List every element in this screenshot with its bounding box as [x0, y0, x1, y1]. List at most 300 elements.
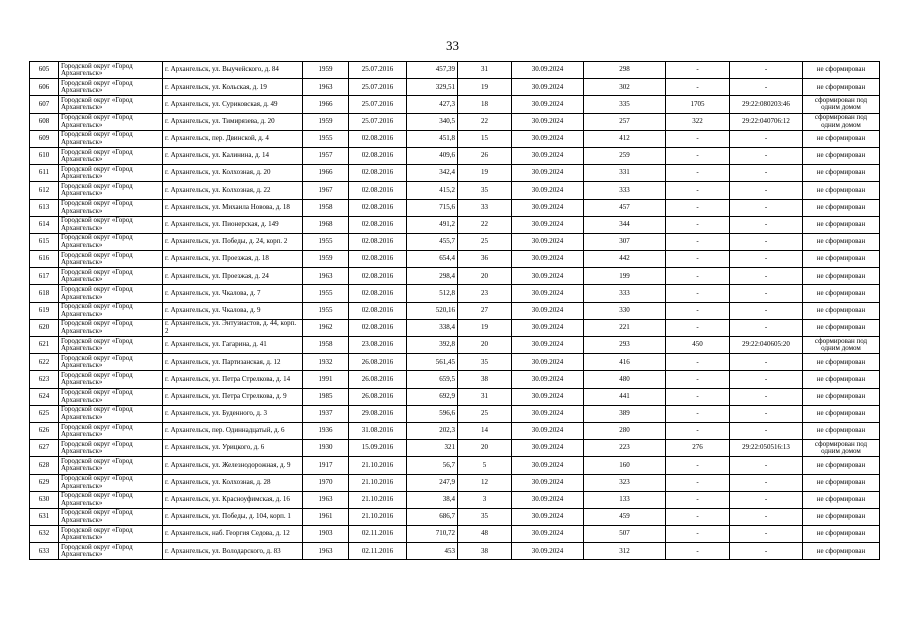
row-number-cell: 614	[30, 216, 59, 233]
table-row	[30, 388, 880, 405]
table-row	[30, 147, 880, 164]
recognition-date-cell: 26.08.2016	[349, 371, 407, 388]
area-cell: 659,5	[407, 371, 458, 388]
land-status-cell: не сформирован	[803, 251, 880, 268]
cadastral-number-cell: -	[730, 491, 803, 508]
municipality-cell: Городской округ «Город Архангельск»	[59, 96, 163, 113]
row-number-cell: 618	[30, 285, 59, 302]
deadline-cell: 30.09.2024	[512, 182, 584, 199]
land-status-cell: не сформирован	[803, 474, 880, 491]
cadastral-number-cell: 29:22:040706:12	[730, 113, 803, 130]
year-built-cell: 1955	[303, 233, 349, 250]
land-status-cell: не сформирован	[803, 388, 880, 405]
cost-cell: 389	[584, 405, 666, 422]
table-row	[30, 79, 880, 96]
cost-cell: 323	[584, 474, 666, 491]
land-area-cell: -	[666, 199, 730, 216]
cost-cell: 302	[584, 79, 666, 96]
land-status-cell: не сформирован	[803, 216, 880, 233]
cadastral-number-cell: -	[730, 199, 803, 216]
residents-cell: 27	[458, 302, 512, 319]
residents-cell: 36	[458, 251, 512, 268]
residents-cell: 3	[458, 491, 512, 508]
land-area-cell: -	[666, 422, 730, 439]
cadastral-number-cell: -	[730, 302, 803, 319]
deadline-cell: 30.09.2024	[512, 233, 584, 250]
row-number-cell: 617	[30, 268, 59, 285]
residents-cell: 26	[458, 147, 512, 164]
land-status-cell: сформирован под одним домом	[803, 113, 880, 130]
cadastral-number-cell: -	[730, 285, 803, 302]
deadline-cell: 30.09.2024	[512, 165, 584, 182]
residents-cell: 15	[458, 130, 512, 147]
deadline-cell: 30.09.2024	[512, 302, 584, 319]
land-status-cell: не сформирован	[803, 199, 880, 216]
deadline-cell: 30.09.2024	[512, 508, 584, 525]
address-cell: г. Архангельск, ул. Петра Стрелкова, д. 9	[163, 388, 303, 405]
year-built-cell: 1957	[303, 147, 349, 164]
area-cell: 491,2	[407, 216, 458, 233]
residents-cell: 12	[458, 474, 512, 491]
land-area-cell: -	[666, 130, 730, 147]
recognition-date-cell: 21.10.2016	[349, 491, 407, 508]
land-area-cell: -	[666, 491, 730, 508]
municipality-cell: Городской округ «Город Архангельск»	[59, 199, 163, 216]
table-row	[30, 113, 880, 130]
cadastral-number-cell: 29:22:040605:20	[730, 337, 803, 354]
year-built-cell: 1955	[303, 302, 349, 319]
table-row	[30, 543, 880, 560]
recognition-date-cell: 21.10.2016	[349, 508, 407, 525]
land-status-cell: не сформирован	[803, 130, 880, 147]
table-row	[30, 371, 880, 388]
address-cell: г. Архангельск, ул. Партизанская, д. 12	[163, 354, 303, 371]
municipality-cell: Городской округ «Город Архангельск»	[59, 474, 163, 491]
row-number-cell: 632	[30, 526, 59, 543]
deadline-cell: 30.09.2024	[512, 113, 584, 130]
residents-cell: 25	[458, 233, 512, 250]
address-cell: г. Архангельск, ул. Колхозная, д. 22	[163, 182, 303, 199]
land-status-cell: не сформирован	[803, 302, 880, 319]
address-cell: г. Архангельск, ул. Проезжая, д. 18	[163, 251, 303, 268]
land-area-cell: -	[666, 285, 730, 302]
area-cell: 715,6	[407, 199, 458, 216]
cadastral-number-cell: -	[730, 251, 803, 268]
address-cell: г. Архангельск, ул. Красноуфимская, д. 16	[163, 491, 303, 508]
year-built-cell: 1963	[303, 268, 349, 285]
area-cell: 340,5	[407, 113, 458, 130]
recognition-date-cell: 21.10.2016	[349, 457, 407, 474]
municipality-cell: Городской округ «Город Архангельск»	[59, 457, 163, 474]
area-cell: 338,4	[407, 319, 458, 336]
land-area-cell: 450	[666, 337, 730, 354]
cost-cell: 221	[584, 319, 666, 336]
municipality-cell: Городской округ «Город Архангельск»	[59, 79, 163, 96]
municipality-cell: Городской округ «Город Архангельск»	[59, 268, 163, 285]
deadline-cell: 30.09.2024	[512, 147, 584, 164]
deadline-cell: 30.09.2024	[512, 130, 584, 147]
deadline-cell: 30.09.2024	[512, 216, 584, 233]
residents-cell: 14	[458, 422, 512, 439]
row-number-cell: 619	[30, 302, 59, 319]
residents-cell: 48	[458, 526, 512, 543]
address-cell: г. Архангельск, ул. Гагарина, д. 41	[163, 337, 303, 354]
table-body	[30, 62, 880, 560]
municipality-cell: Городской округ «Город Архангельск»	[59, 182, 163, 199]
row-number-cell: 607	[30, 96, 59, 113]
cost-cell: 416	[584, 354, 666, 371]
recognition-date-cell: 26.08.2016	[349, 388, 407, 405]
row-number-cell: 612	[30, 182, 59, 199]
residents-cell: 35	[458, 354, 512, 371]
year-built-cell: 1958	[303, 199, 349, 216]
land-area-cell: -	[666, 526, 730, 543]
cost-cell: 298	[584, 62, 666, 79]
table-row	[30, 526, 880, 543]
municipality-cell: Городской округ «Город Архангельск»	[59, 543, 163, 560]
area-cell: 561,45	[407, 354, 458, 371]
residents-cell: 23	[458, 285, 512, 302]
recognition-date-cell: 02.08.2016	[349, 251, 407, 268]
row-number-cell: 626	[30, 422, 59, 439]
row-number-cell: 610	[30, 147, 59, 164]
year-built-cell: 1937	[303, 405, 349, 422]
residents-cell: 35	[458, 508, 512, 525]
residents-cell: 19	[458, 79, 512, 96]
cadastral-number-cell: -	[730, 508, 803, 525]
deadline-cell: 30.09.2024	[512, 79, 584, 96]
municipality-cell: Городской округ «Город Архангельск»	[59, 440, 163, 457]
cost-cell: 307	[584, 233, 666, 250]
recognition-date-cell: 23.08.2016	[349, 337, 407, 354]
address-cell: г. Архангельск, ул. Победы, д. 104, корп. 1	[163, 508, 303, 525]
cadastral-number-cell: -	[730, 319, 803, 336]
year-built-cell: 1962	[303, 319, 349, 336]
year-built-cell: 1991	[303, 371, 349, 388]
cost-cell: 412	[584, 130, 666, 147]
deadline-cell: 30.09.2024	[512, 354, 584, 371]
deadline-cell: 30.09.2024	[512, 388, 584, 405]
land-status-cell: не сформирован	[803, 268, 880, 285]
municipality-cell: Городской округ «Город Архангельск»	[59, 526, 163, 543]
municipality-cell: Городской округ «Город Архангельск»	[59, 216, 163, 233]
land-area-cell: -	[666, 233, 730, 250]
recognition-date-cell: 02.11.2016	[349, 526, 407, 543]
table-row	[30, 96, 880, 113]
recognition-date-cell: 02.08.2016	[349, 216, 407, 233]
area-cell: 692,9	[407, 388, 458, 405]
deadline-cell: 30.09.2024	[512, 422, 584, 439]
municipality-cell: Городской округ «Город Архангельск»	[59, 113, 163, 130]
cost-cell: 507	[584, 526, 666, 543]
address-cell: г. Архангельск, ул. Суриковская, д. 49	[163, 96, 303, 113]
address-cell: г. Архангельск, пер. Двинской, д. 4	[163, 130, 303, 147]
cadastral-number-cell: -	[730, 147, 803, 164]
table-row	[30, 405, 880, 422]
cadastral-number-cell: -	[730, 79, 803, 96]
residents-cell: 5	[458, 457, 512, 474]
table-row	[30, 62, 880, 79]
land-status-cell: не сформирован	[803, 491, 880, 508]
recognition-date-cell: 02.08.2016	[349, 268, 407, 285]
row-number-cell: 622	[30, 354, 59, 371]
recognition-date-cell: 02.08.2016	[349, 233, 407, 250]
cost-cell: 293	[584, 337, 666, 354]
land-area-cell: -	[666, 405, 730, 422]
deadline-cell: 30.09.2024	[512, 405, 584, 422]
land-status-cell: не сформирован	[803, 354, 880, 371]
row-number-cell: 616	[30, 251, 59, 268]
cost-cell: 441	[584, 388, 666, 405]
year-built-cell: 1930	[303, 440, 349, 457]
cadastral-number-cell: -	[730, 62, 803, 79]
land-area-cell: -	[666, 302, 730, 319]
land-area-cell: -	[666, 165, 730, 182]
address-cell: г. Архангельск, ул. Буденного, д. 3	[163, 405, 303, 422]
year-built-cell: 1968	[303, 216, 349, 233]
table-row	[30, 319, 880, 336]
address-cell: г. Архангельск, ул. Петра Стрелкова, д. 14	[163, 371, 303, 388]
row-number-cell: 620	[30, 319, 59, 336]
residents-cell: 25	[458, 405, 512, 422]
cost-cell: 160	[584, 457, 666, 474]
land-area-cell: -	[666, 182, 730, 199]
cost-cell: 457	[584, 199, 666, 216]
year-built-cell: 1985	[303, 388, 349, 405]
area-cell: 342,4	[407, 165, 458, 182]
address-cell: г. Архангельск, ул. Пионерская, д. 149	[163, 216, 303, 233]
deadline-cell: 30.09.2024	[512, 474, 584, 491]
municipality-cell: Городской округ «Город Архангельск»	[59, 319, 163, 336]
area-cell: 520,16	[407, 302, 458, 319]
area-cell: 427,3	[407, 96, 458, 113]
cadastral-number-cell: -	[730, 405, 803, 422]
land-area-cell: -	[666, 62, 730, 79]
cost-cell: 442	[584, 251, 666, 268]
cost-cell: 199	[584, 268, 666, 285]
residents-cell: 20	[458, 268, 512, 285]
land-status-cell: сформирован под одним домом	[803, 440, 880, 457]
land-area-cell: -	[666, 319, 730, 336]
recognition-date-cell: 31.08.2016	[349, 422, 407, 439]
municipality-cell: Городской округ «Город Архангельск»	[59, 491, 163, 508]
row-number-cell: 613	[30, 199, 59, 216]
cost-cell: 223	[584, 440, 666, 457]
land-status-cell: не сформирован	[803, 543, 880, 560]
row-number-cell: 630	[30, 491, 59, 508]
deadline-cell: 30.09.2024	[512, 371, 584, 388]
land-status-cell: не сформирован	[803, 422, 880, 439]
deadline-cell: 30.09.2024	[512, 440, 584, 457]
land-area-cell: 1705	[666, 96, 730, 113]
row-number-cell: 624	[30, 388, 59, 405]
recognition-date-cell: 25.07.2016	[349, 113, 407, 130]
area-cell: 329,51	[407, 79, 458, 96]
cadastral-number-cell: -	[730, 354, 803, 371]
municipality-cell: Городской округ «Город Архангельск»	[59, 302, 163, 319]
land-area-cell: -	[666, 543, 730, 560]
land-status-cell: не сформирован	[803, 182, 880, 199]
year-built-cell: 1955	[303, 130, 349, 147]
table-row	[30, 130, 880, 147]
deadline-cell: 30.09.2024	[512, 457, 584, 474]
row-number-cell: 631	[30, 508, 59, 525]
row-number-cell: 633	[30, 543, 59, 560]
land-area-cell: -	[666, 457, 730, 474]
address-cell: г. Архангельск, ул. Чкалова, д. 7	[163, 285, 303, 302]
cost-cell: 331	[584, 165, 666, 182]
cadastral-number-cell: 29:22:050516:13	[730, 440, 803, 457]
cadastral-number-cell: -	[730, 268, 803, 285]
deadline-cell: 30.09.2024	[512, 199, 584, 216]
cost-cell: 333	[584, 182, 666, 199]
address-cell: г. Архангельск, ул. Михаила Новова, д. 18	[163, 199, 303, 216]
table-row	[30, 233, 880, 250]
cost-cell: 344	[584, 216, 666, 233]
land-status-cell: не сформирован	[803, 285, 880, 302]
year-built-cell: 1966	[303, 165, 349, 182]
year-built-cell: 1917	[303, 457, 349, 474]
municipality-cell: Городской округ «Город Архангельск»	[59, 422, 163, 439]
land-status-cell: не сформирован	[803, 233, 880, 250]
cost-cell: 133	[584, 491, 666, 508]
row-number-cell: 606	[30, 79, 59, 96]
land-status-cell: не сформирован	[803, 319, 880, 336]
year-built-cell: 1963	[303, 543, 349, 560]
municipality-cell: Городской округ «Город Архангельск»	[59, 165, 163, 182]
address-cell: г. Архангельск, ул. Урицкого, д. 6	[163, 440, 303, 457]
land-status-cell: не сформирован	[803, 526, 880, 543]
land-area-cell: -	[666, 251, 730, 268]
table-row	[30, 268, 880, 285]
table-row	[30, 337, 880, 354]
address-cell: г. Архангельск, ул. Колхозная, д. 20	[163, 165, 303, 182]
address-cell: г. Архангельск, ул. Победы, д. 24, корп. 2	[163, 233, 303, 250]
deadline-cell: 30.09.2024	[512, 337, 584, 354]
municipality-cell: Городской округ «Город Архангельск»	[59, 130, 163, 147]
area-cell: 409,6	[407, 147, 458, 164]
area-cell: 247,9	[407, 474, 458, 491]
land-status-cell: не сформирован	[803, 165, 880, 182]
address-cell: г. Архангельск, наб. Георгия Седова, д. 12	[163, 526, 303, 543]
area-cell: 56,7	[407, 457, 458, 474]
area-cell: 453	[407, 543, 458, 560]
recognition-date-cell: 02.08.2016	[349, 165, 407, 182]
area-cell: 455,7	[407, 233, 458, 250]
year-built-cell: 1967	[303, 182, 349, 199]
table-row	[30, 422, 880, 439]
year-built-cell: 1966	[303, 96, 349, 113]
land-status-cell: сформирован под одним домом	[803, 337, 880, 354]
municipality-cell: Городской округ «Город Архангельск»	[59, 233, 163, 250]
area-cell: 654,4	[407, 251, 458, 268]
address-cell: г. Архангельск, ул. Проезжая, д. 24	[163, 268, 303, 285]
land-status-cell: не сформирован	[803, 371, 880, 388]
land-area-cell: -	[666, 388, 730, 405]
cadastral-number-cell: -	[730, 543, 803, 560]
municipality-cell: Городской округ «Город Архангельск»	[59, 388, 163, 405]
table-row	[30, 508, 880, 525]
address-cell: г. Архангельск, ул. Энтузиастов, д. 44, корп. 2	[163, 319, 303, 336]
cost-cell: 330	[584, 302, 666, 319]
cadastral-number-cell: -	[730, 216, 803, 233]
land-area-cell: -	[666, 371, 730, 388]
year-built-cell: 1959	[303, 251, 349, 268]
area-cell: 38,4	[407, 491, 458, 508]
area-cell: 392,8	[407, 337, 458, 354]
table-row	[30, 474, 880, 491]
address-cell: г. Архангельск, ул. Кольская, д. 19	[163, 79, 303, 96]
row-number-cell: 621	[30, 337, 59, 354]
address-cell: г. Архангельск, ул. Калинина, д. 14	[163, 147, 303, 164]
residents-cell: 19	[458, 319, 512, 336]
year-built-cell: 1903	[303, 526, 349, 543]
cadastral-number-cell: 29:22:080203:46	[730, 96, 803, 113]
deadline-cell: 30.09.2024	[512, 319, 584, 336]
area-cell: 321	[407, 440, 458, 457]
deadline-cell: 30.09.2024	[512, 543, 584, 560]
address-cell: г. Архангельск, пер. Одиннадцатый, д. 6	[163, 422, 303, 439]
table-row	[30, 251, 880, 268]
residents-cell: 31	[458, 388, 512, 405]
area-cell: 512,8	[407, 285, 458, 302]
municipality-cell: Городской округ «Город Архангельск»	[59, 508, 163, 525]
land-area-cell: 276	[666, 440, 730, 457]
municipality-cell: Городской округ «Город Архангельск»	[59, 337, 163, 354]
land-area-cell: -	[666, 354, 730, 371]
deadline-cell: 30.09.2024	[512, 62, 584, 79]
address-cell: г. Архангельск, ул. Тимирязева, д. 20	[163, 113, 303, 130]
year-built-cell: 1958	[303, 337, 349, 354]
recognition-date-cell: 21.10.2016	[349, 474, 407, 491]
cost-cell: 257	[584, 113, 666, 130]
year-built-cell: 1959	[303, 113, 349, 130]
row-number-cell: 611	[30, 165, 59, 182]
row-number-cell: 615	[30, 233, 59, 250]
municipality-cell: Городской округ «Город Архангельск»	[59, 354, 163, 371]
row-number-cell: 627	[30, 440, 59, 457]
municipality-cell: Городской округ «Город Архангельск»	[59, 285, 163, 302]
row-number-cell: 625	[30, 405, 59, 422]
address-cell: г. Архангельск, ул. Чкалова, д. 9	[163, 302, 303, 319]
table-row	[30, 440, 880, 457]
deadline-cell: 30.09.2024	[512, 491, 584, 508]
table-row	[30, 182, 880, 199]
residents-cell: 18	[458, 96, 512, 113]
cadastral-number-cell: -	[730, 182, 803, 199]
residents-cell: 22	[458, 113, 512, 130]
row-number-cell: 629	[30, 474, 59, 491]
residents-cell: 20	[458, 440, 512, 457]
municipality-cell: Городской округ «Город Архангельск»	[59, 147, 163, 164]
recognition-date-cell: 25.07.2016	[349, 62, 407, 79]
year-built-cell: 1932	[303, 354, 349, 371]
table-row	[30, 216, 880, 233]
recognition-date-cell: 25.07.2016	[349, 96, 407, 113]
table-row	[30, 285, 880, 302]
table-row	[30, 302, 880, 319]
address-cell: г. Архангельск, ул. Володарского, д. 83	[163, 543, 303, 560]
cadastral-number-cell: -	[730, 165, 803, 182]
residents-cell: 19	[458, 165, 512, 182]
land-area-cell: -	[666, 474, 730, 491]
area-cell: 710,72	[407, 526, 458, 543]
recognition-date-cell: 29.08.2016	[349, 405, 407, 422]
address-cell: г. Архангельск, ул. Выучейского, д. 84	[163, 62, 303, 79]
cadastral-number-cell: -	[730, 388, 803, 405]
residents-cell: 38	[458, 543, 512, 560]
residents-cell: 20	[458, 337, 512, 354]
